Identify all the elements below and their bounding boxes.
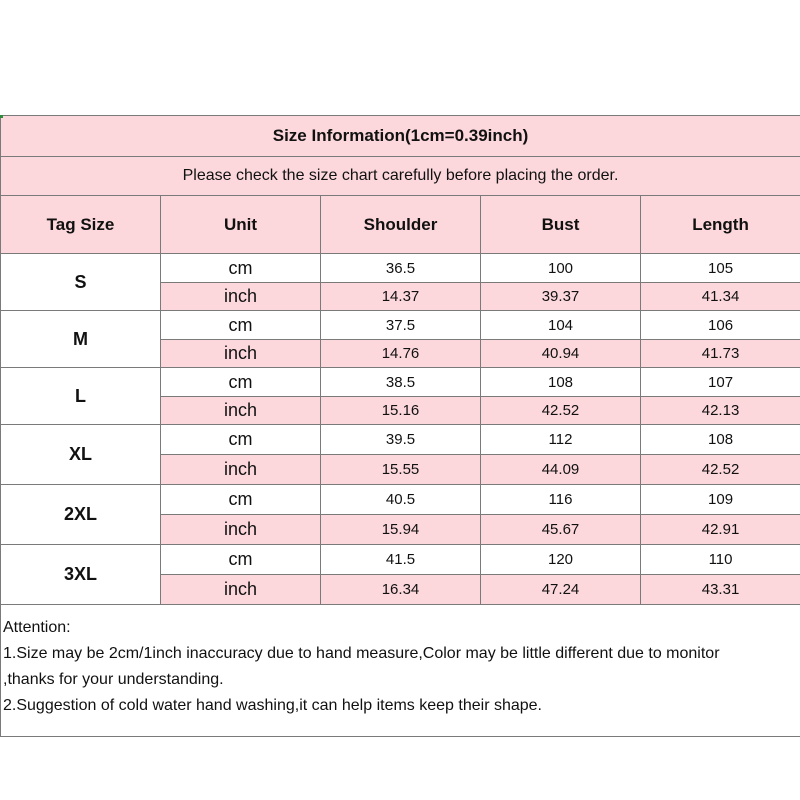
size-tag-cell: M (1, 311, 161, 368)
chart-subtitle: Please check the size chart carefully before placing the order. (1, 157, 800, 196)
unit-cell: cm (161, 425, 321, 455)
shoulder-cell: 16.34 (321, 575, 481, 605)
unit-cell: cm (161, 368, 321, 397)
bust-cell: 104 (481, 311, 641, 340)
length-cell: 108 (641, 425, 800, 455)
header-shoulder: Shoulder (321, 196, 481, 254)
bust-cell: 44.09 (481, 455, 641, 485)
note-line: 1.Size may be 2cm/1inch inaccuracy due to hand measure,Color may be little different due to monitor (3, 645, 720, 662)
length-cell: 41.73 (641, 340, 800, 368)
bust-cell: 116 (481, 485, 641, 515)
unit-cell: inch (161, 455, 321, 485)
length-cell: 42.13 (641, 397, 800, 425)
notes-row (1, 605, 800, 737)
corner-mark (0, 115, 3, 118)
table-row (1, 311, 800, 340)
bust-cell: 39.37 (481, 283, 641, 311)
shoulder-cell: 38.5 (321, 368, 481, 397)
note-line: Attention: (3, 619, 71, 636)
note-line: 2.Suggestion of cold water hand washing,it can help items keep their shape. (3, 697, 542, 714)
table-row (1, 368, 800, 397)
unit-cell: inch (161, 283, 321, 311)
length-cell: 43.31 (641, 575, 800, 605)
table-row (1, 254, 800, 283)
size-tag-cell: 3XL (1, 545, 161, 605)
bust-cell: 42.52 (481, 397, 641, 425)
header-tag-size: Tag Size (1, 196, 161, 254)
size-tag-cell: 2XL (1, 485, 161, 545)
shoulder-cell: 14.37 (321, 283, 481, 311)
shoulder-cell: 41.5 (321, 545, 481, 575)
size-tag-cell: S (1, 254, 161, 311)
size-chart (0, 115, 800, 730)
bust-cell: 100 (481, 254, 641, 283)
unit-cell: inch (161, 575, 321, 605)
length-cell: 107 (641, 368, 800, 397)
header-row (1, 196, 800, 254)
length-cell: 110 (641, 545, 800, 575)
bust-cell: 45.67 (481, 515, 641, 545)
unit-cell: cm (161, 545, 321, 575)
unit-cell: cm (161, 485, 321, 515)
note-line: ,thanks for your understanding. (3, 671, 224, 688)
length-cell: 42.91 (641, 515, 800, 545)
bust-cell: 108 (481, 368, 641, 397)
shoulder-cell: 37.5 (321, 311, 481, 340)
bust-cell: 120 (481, 545, 641, 575)
shoulder-cell: 15.16 (321, 397, 481, 425)
shoulder-cell: 40.5 (321, 485, 481, 515)
unit-cell: inch (161, 515, 321, 545)
size-tag-cell: L (1, 368, 161, 425)
table-row (1, 545, 800, 575)
bust-cell: 40.94 (481, 340, 641, 368)
length-cell: 42.52 (641, 455, 800, 485)
length-cell: 106 (641, 311, 800, 340)
shoulder-cell: 15.55 (321, 455, 481, 485)
length-cell: 109 (641, 485, 800, 515)
header-unit: Unit (161, 196, 321, 254)
shoulder-cell: 14.76 (321, 340, 481, 368)
chart-title: Size Information(1cm=0.39inch) (1, 116, 800, 157)
bust-cell: 47.24 (481, 575, 641, 605)
shoulder-cell: 39.5 (321, 425, 481, 455)
unit-cell: cm (161, 254, 321, 283)
size-tag-cell: XL (1, 425, 161, 485)
table-row (1, 485, 800, 515)
shoulder-cell: 15.94 (321, 515, 481, 545)
unit-cell: inch (161, 397, 321, 425)
shoulder-cell: 36.5 (321, 254, 481, 283)
size-table (0, 115, 800, 737)
unit-cell: inch (161, 340, 321, 368)
length-cell: 41.34 (641, 283, 800, 311)
attention-notes (1, 605, 800, 737)
length-cell: 105 (641, 254, 800, 283)
header-bust: Bust (481, 196, 641, 254)
bust-cell: 112 (481, 425, 641, 455)
unit-cell: cm (161, 311, 321, 340)
table-row (1, 425, 800, 455)
header-length: Length (641, 196, 800, 254)
